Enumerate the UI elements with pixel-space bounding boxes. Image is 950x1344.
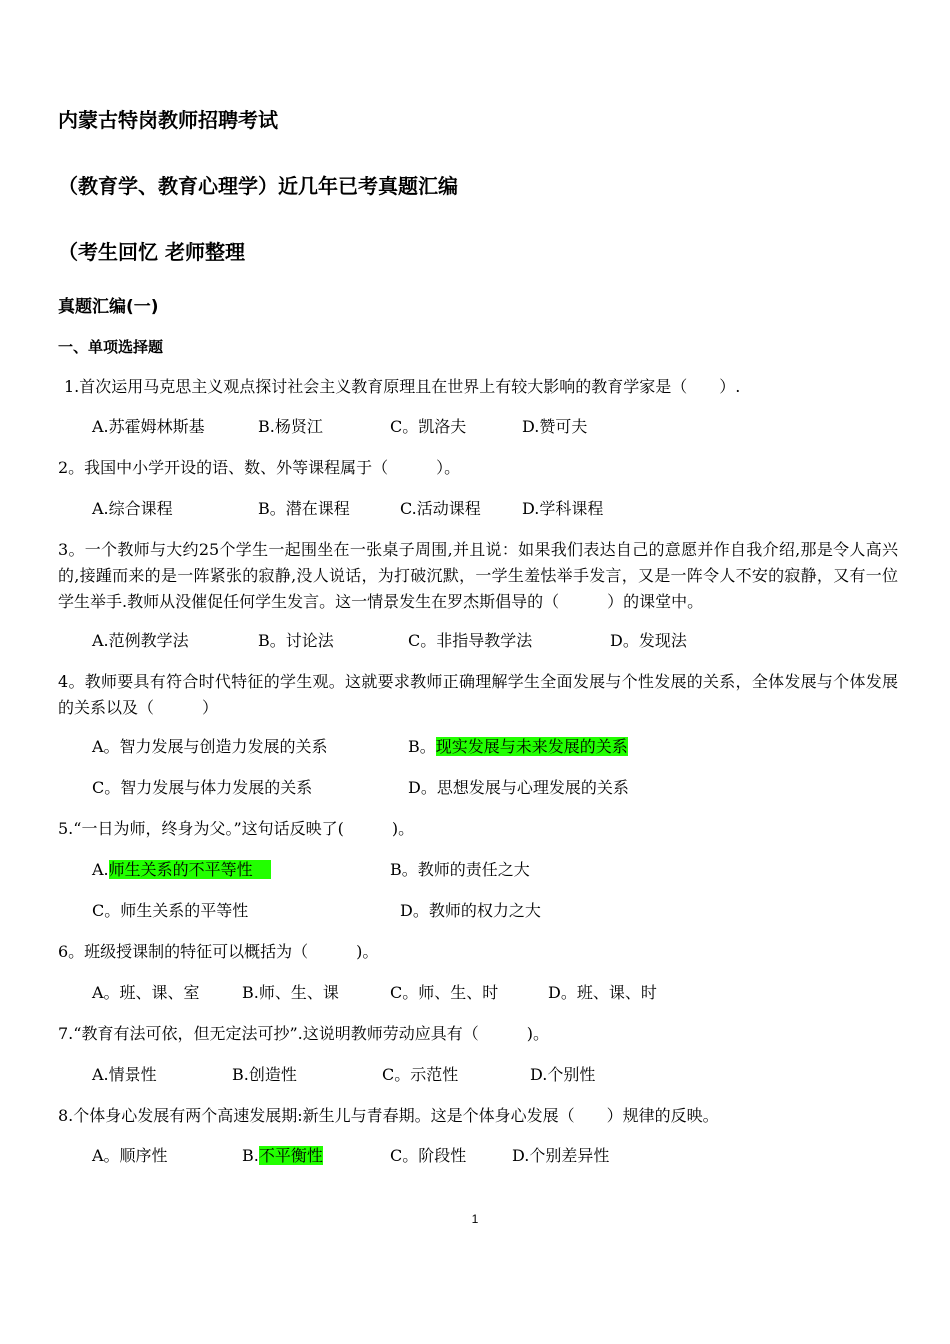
question-5: 5.“一日为师，终身为父。”这句话反映了( )。 xyxy=(58,819,415,838)
option-1d: D.赞可夫 xyxy=(522,417,588,436)
highlighted-answer-4: 现实发展与未来发展的关系 xyxy=(435,737,628,756)
question-4: 4。教师要具有符合时代特征的学生观。这就要求教师正确理解学生全面发展与个性发展的关系，全体发展与个体发展的关系以及（ ） xyxy=(58,672,898,717)
option-4b xyxy=(408,736,628,758)
option-4b-letter: B。 xyxy=(408,737,436,756)
option-6a: A。班、课、室 xyxy=(92,983,200,1002)
doc-note: （考生回忆 老师整理 xyxy=(58,240,245,264)
doc-title: 内蒙古特岗教师招聘考试 xyxy=(58,108,278,132)
question-8: 8.个体身心发展有两个高速发展期:新生儿与青春期。这是个体身心发展（ ）规律的反映。 xyxy=(58,1106,719,1125)
doc-subtitle: （教育学、教育心理学）近几年已考真题汇编 xyxy=(58,174,458,198)
option-2c: C.活动课程 xyxy=(400,499,481,518)
option-4d: D。思想发展与心理发展的关系 xyxy=(408,778,629,797)
option-7b: B.创造性 xyxy=(232,1065,297,1084)
option-5b: B。教师的责任之大 xyxy=(390,860,530,879)
option-7d: D.个别性 xyxy=(530,1065,596,1084)
option-2b: B。潜在课程 xyxy=(258,499,350,518)
question-3: 3。一个教师与大约25个学生一起围坐在一张桌子周围,并且说：如果我们表达自己的意愿并作自我介绍,那是令人高兴的,接踵而来的是一阵紧张的寂静,没人说话，为打破沉默，一学生羞怯举手发言，又是一阵令人不安的寂静，又有一位学生举手.教师从没催促任何学生发言。这一情景发生在罗杰斯倡导的（ ）的课堂中。 xyxy=(58,540,898,611)
option-5a xyxy=(92,859,271,881)
question-7: 7.“教育有法可依，但无定法可抄”.这说明教师劳动应具有（ )。 xyxy=(58,1024,549,1043)
option-8c: C。阶段性 xyxy=(390,1146,467,1165)
option-8a: A。顺序性 xyxy=(92,1146,168,1165)
option-5d: D。教师的权力之大 xyxy=(400,901,541,920)
option-1c: C。凯洛夫 xyxy=(390,417,467,436)
option-1a: A.苏霍姆林斯基 xyxy=(92,417,205,436)
page-number: 1 xyxy=(471,1212,479,1226)
option-3b: B。讨论法 xyxy=(258,631,334,650)
option-4a: A。智力发展与创造力发展的关系 xyxy=(92,737,328,756)
highlighted-answer-8: 不平衡性 xyxy=(258,1146,323,1165)
question-1: 1.首次运用马克思主义观点探讨社会主义教育原理且在世界上有较大影响的教育学家是（ ）. xyxy=(64,377,741,396)
section-heading: 真题汇编(一) xyxy=(58,297,159,317)
option-8b-letter: B. xyxy=(242,1146,259,1165)
option-3a: A.范例教学法 xyxy=(92,631,189,650)
option-1b: B.杨贤江 xyxy=(258,417,323,436)
option-6d: D。班、课、时 xyxy=(548,983,657,1002)
option-3d: D。发现法 xyxy=(610,631,687,650)
option-5c: C。师生关系的平等性 xyxy=(92,901,249,920)
option-5a-letter: A. xyxy=(92,860,109,879)
question-2: 2。我国中小学开设的语、数、外等课程属于（ ）。 xyxy=(58,458,461,477)
option-6b: B.师、生、课 xyxy=(242,983,339,1002)
option-2a: A.综合课程 xyxy=(92,499,173,518)
option-4c: C。智力发展与体力发展的关系 xyxy=(92,778,313,797)
option-7c: C。示范性 xyxy=(382,1065,459,1084)
highlighted-answer-5: 师生关系的不平等性 xyxy=(109,860,271,879)
option-3c: C。非指导教学法 xyxy=(408,631,533,650)
option-8b xyxy=(242,1145,323,1167)
option-6c: C。师、生、时 xyxy=(390,983,499,1002)
question-6: 6。班级授课制的特征可以概括为（ )。 xyxy=(58,942,379,961)
option-2d: D.学科课程 xyxy=(522,499,604,518)
option-8d: D.个别差异性 xyxy=(512,1146,610,1165)
part-heading: 一、单项选择题 xyxy=(58,338,164,356)
option-7a: A.情景性 xyxy=(92,1065,157,1084)
